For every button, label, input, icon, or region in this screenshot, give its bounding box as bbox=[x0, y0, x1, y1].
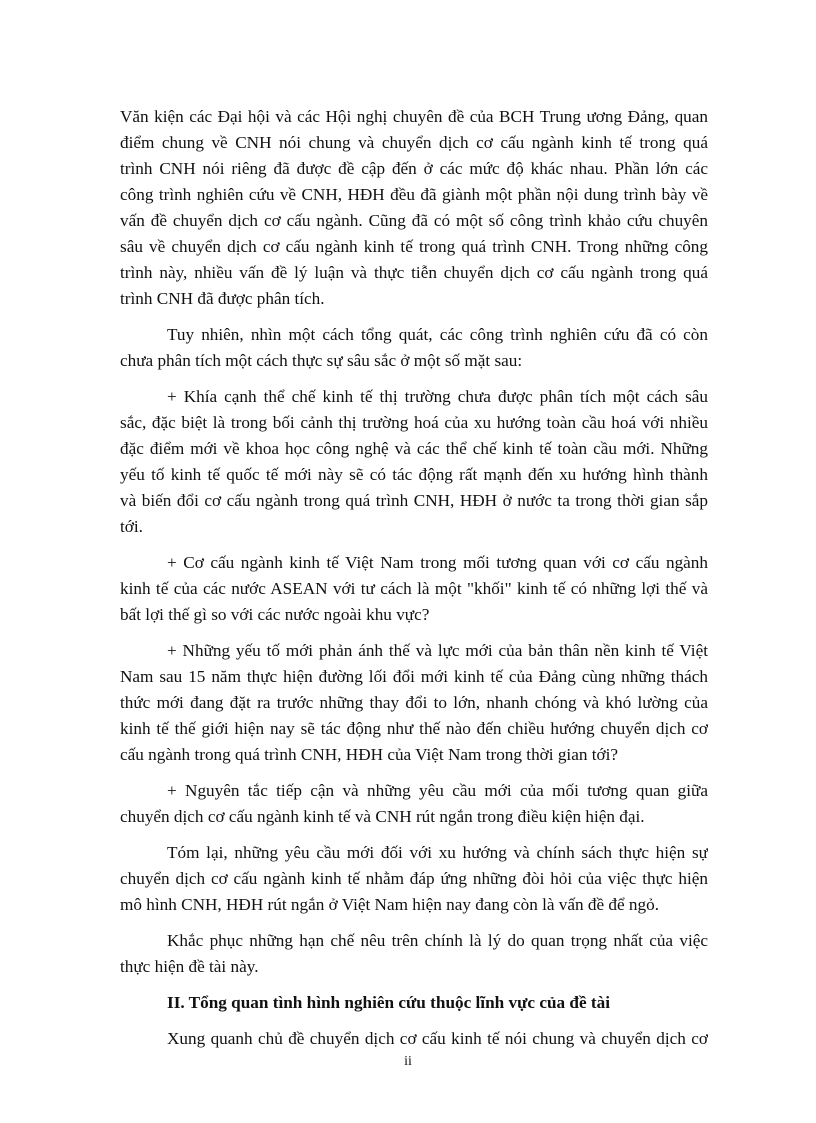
text-line: chưa phân tích một cách thực sự sâu sắc ở một số mặt sau: bbox=[120, 351, 523, 370]
text-line: Tóm lại, những yêu cầu mới đối với xu hướng và chính sách thực hiện sự bbox=[167, 843, 708, 862]
paragraph-3 bbox=[120, 384, 708, 540]
text-line: công trình nghiên cứu về CNH, HĐH đều đã giành một phần nội dung trình bày về bbox=[120, 185, 708, 204]
text-line: kinh tế của các nước ASEAN với tư cách là một "khối" kinh tế có những lợi thế và bbox=[120, 579, 708, 598]
text-line: + Cơ cấu ngành kinh tế Việt Nam trong mối tương quan với cơ cấu ngành bbox=[167, 553, 708, 572]
text-line: cấu ngành trong quá trình CNH, HĐH của Việt Nam trong thời gian tới? bbox=[120, 745, 618, 764]
page-body bbox=[120, 104, 708, 1052]
heading-text: II. Tổng quan tình hình nghiên cứu thuộc lĩnh vực của đề tài bbox=[167, 993, 610, 1012]
paragraph-1 bbox=[120, 104, 708, 312]
text-line: + Những yếu tố mới phản ánh thế và lực mới của bản thân nền kinh tế Việt bbox=[167, 641, 708, 660]
text-line: Nam sau 15 năm thực hiện đường lối đổi mới kinh tế của Đảng cùng những thách bbox=[120, 667, 708, 686]
text-line: mô hình CNH, HĐH rút ngắn ở Việt Nam hiện nay đang còn là vấn đề để ngỏ. bbox=[120, 895, 660, 914]
text-line: vấn đề chuyển dịch cơ cấu ngành. Cũng đã có một số công trình khảo cứu chuyên bbox=[120, 211, 708, 230]
text-line: sâu về chuyển dịch cơ cấu ngành kinh tế trong quá trình CNH. Trong những công bbox=[120, 237, 708, 256]
text-line: chuyển dịch cơ cấu ngành kinh tế và CNH rút ngắn trong điều kiện hiện đại. bbox=[120, 807, 645, 826]
paragraph-2 bbox=[120, 322, 708, 374]
paragraph-8 bbox=[120, 928, 708, 980]
text-line: bất lợi thế gì so với các nước ngoài khu vực? bbox=[120, 605, 430, 624]
text-line: + Nguyên tắc tiếp cận và những yêu cầu mới của mối tương quan giữa bbox=[167, 781, 708, 800]
text-line: Văn kiện các Đại hội và các Hội nghị chuyên đề của BCH Trung ương Đảng, quan bbox=[120, 107, 708, 126]
text-line: trình này, nhiều vấn đề lý luận và thực tiễn chuyển dịch cơ cấu ngành trong quá bbox=[120, 263, 708, 282]
paragraph-6 bbox=[120, 778, 708, 830]
text-line: trình CNH đã được phân tích. bbox=[120, 289, 325, 308]
text-line: chuyển dịch cơ cấu ngành kinh tế nhằm đáp ứng những đòi hỏi của việc thực hiện bbox=[120, 869, 708, 888]
text-line: sắc, đặc biệt là trong bối cảnh thị trường hoá của xu hướng toàn cầu hoá với nhiều bbox=[120, 413, 708, 432]
text-line: thức mới đang đặt ra trước những thay đổi to lớn, nhanh chóng và khó lường của bbox=[120, 693, 708, 712]
text-line: tới. bbox=[120, 517, 143, 536]
paragraph-4 bbox=[120, 550, 708, 628]
text-line: kinh tế thế giới hiện nay sẽ tác động như thế nào đến chiều hướng chuyển dịch cơ bbox=[120, 719, 708, 738]
text-line: thực hiện đề tài này. bbox=[120, 957, 259, 976]
text-line: Xung quanh chủ đề chuyển dịch cơ cấu kinh tế nói chung và chuyển dịch cơ bbox=[167, 1029, 708, 1048]
text-line: trình CNH nói riêng đã được đề cập đến ở các mức độ khác nhau. Phần lớn các bbox=[120, 159, 708, 178]
page-number: ii bbox=[404, 1054, 412, 1069]
text-line: Khắc phục những hạn chế nêu trên chính là lý do quan trọng nhất của việc bbox=[167, 931, 708, 950]
text-line: đặc điểm mới về khoa học công nghệ và các thể chế kinh tế toàn cầu mới. Những bbox=[120, 439, 708, 458]
text-line: Tuy nhiên, nhìn một cách tổng quát, các công trình nghiên cứu đã có còn bbox=[167, 325, 708, 344]
paragraph-5 bbox=[120, 638, 708, 768]
text-line: và biến đổi cơ cấu ngành trong quá trình CNH, HĐH ở nước ta trong thời gian sắp bbox=[120, 491, 708, 510]
text-line: + Khía cạnh thể chế kinh tế thị trường chưa được phân tích một cách sâu bbox=[167, 387, 708, 406]
paragraph-9 bbox=[120, 1026, 708, 1052]
text-line: yếu tố kinh tế quốc tế mới này sẽ có tác động rất mạnh đến xu hướng hình thành bbox=[120, 465, 708, 484]
section-heading bbox=[120, 990, 708, 1016]
paragraph-7 bbox=[120, 840, 708, 918]
text-line: điểm chung về CNH nói chung và chuyển dịch cơ cấu ngành kinh tế trong quá bbox=[120, 133, 708, 152]
